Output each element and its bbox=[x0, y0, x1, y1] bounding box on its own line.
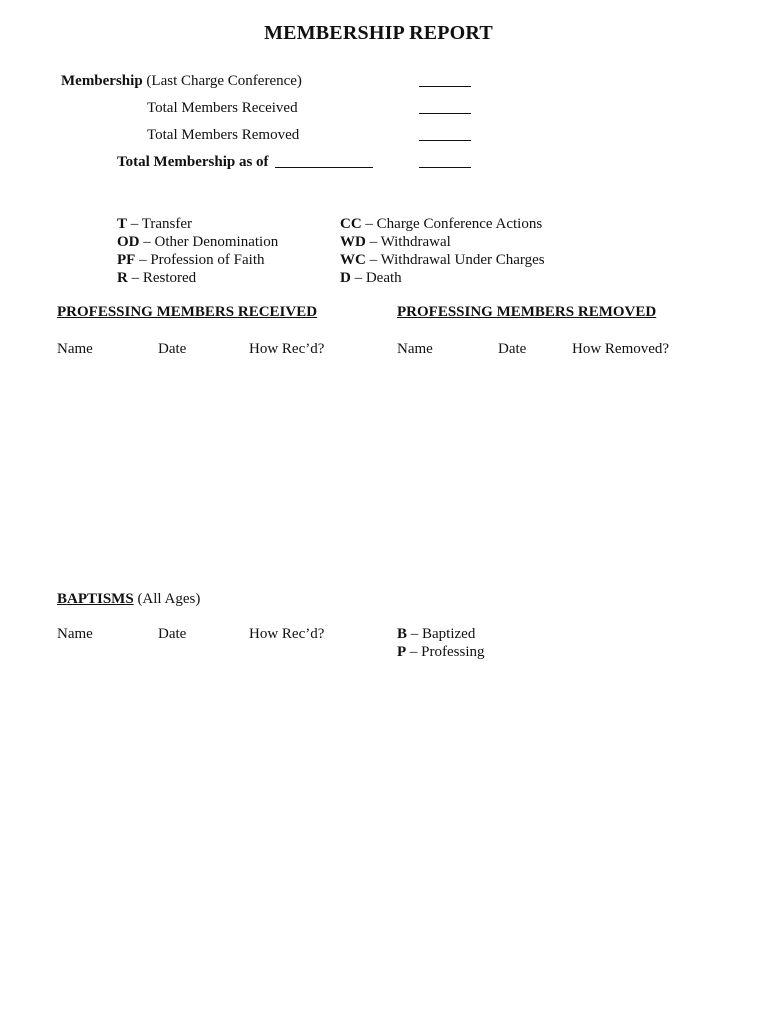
removed-col-how: How Removed? bbox=[572, 341, 670, 357]
code-item-withdrawal-under-charges: WC – Withdrawal Under Charges bbox=[340, 252, 545, 268]
total-removed-blank[interactable] bbox=[419, 140, 471, 141]
codes-legend-right bbox=[340, 215, 545, 287]
baptisms-heading-bold: BAPTISMS bbox=[57, 591, 134, 607]
baptisms-col-name: Name bbox=[57, 626, 93, 642]
report-title: MEMBERSHIP REPORT bbox=[264, 22, 493, 44]
code-item-professing: P – Professing bbox=[397, 644, 485, 660]
baptisms-col-date: Date bbox=[158, 626, 187, 642]
baptisms-heading bbox=[57, 590, 200, 608]
received-col-how: How Rec’d? bbox=[249, 341, 325, 357]
code-item-transfer: T – Transfer bbox=[117, 216, 193, 232]
membership-label-rest: (Last Charge Conference) bbox=[142, 73, 302, 89]
total-membership-label: Total Membership as of bbox=[117, 154, 269, 170]
total-removed-label: Total Members Removed bbox=[147, 127, 300, 143]
total-received-blank[interactable] bbox=[419, 113, 471, 114]
received-col-name: Name bbox=[57, 341, 93, 357]
code-item-baptized: B – Baptized bbox=[397, 626, 476, 642]
baptisms-heading-rest: (All Ages) bbox=[133, 591, 201, 607]
received-col-date: Date bbox=[158, 341, 187, 357]
baptisms-col-how: How Rec’d? bbox=[249, 626, 325, 642]
total-membership-date-blank[interactable] bbox=[275, 167, 373, 168]
membership-label-bold: Membership bbox=[61, 73, 143, 89]
removed-col-date: Date bbox=[498, 341, 527, 357]
received-section-heading: PROFESSING MEMBERS RECEIVED bbox=[57, 304, 318, 320]
codes-legend-left bbox=[117, 215, 278, 287]
removed-section-heading: PROFESSING MEMBERS REMOVED bbox=[397, 304, 657, 320]
code-item-restored: R – Restored bbox=[117, 270, 197, 286]
membership-last-cc-blank[interactable] bbox=[419, 86, 471, 87]
code-item-death: D – Death bbox=[340, 270, 402, 286]
code-item-charge-conference: CC – Charge Conference Actions bbox=[340, 216, 543, 232]
total-received-label: Total Members Received bbox=[147, 100, 298, 116]
code-item-withdrawal: WD – Withdrawal bbox=[340, 234, 451, 250]
baptisms-codes bbox=[397, 625, 485, 661]
removed-col-name: Name bbox=[397, 341, 433, 357]
code-item-other-denomination: OD – Other Denomination bbox=[117, 234, 279, 250]
total-membership-blank[interactable] bbox=[419, 167, 471, 168]
membership-label bbox=[61, 72, 302, 90]
code-item-profession-of-faith: PF – Profession of Faith bbox=[117, 252, 265, 268]
